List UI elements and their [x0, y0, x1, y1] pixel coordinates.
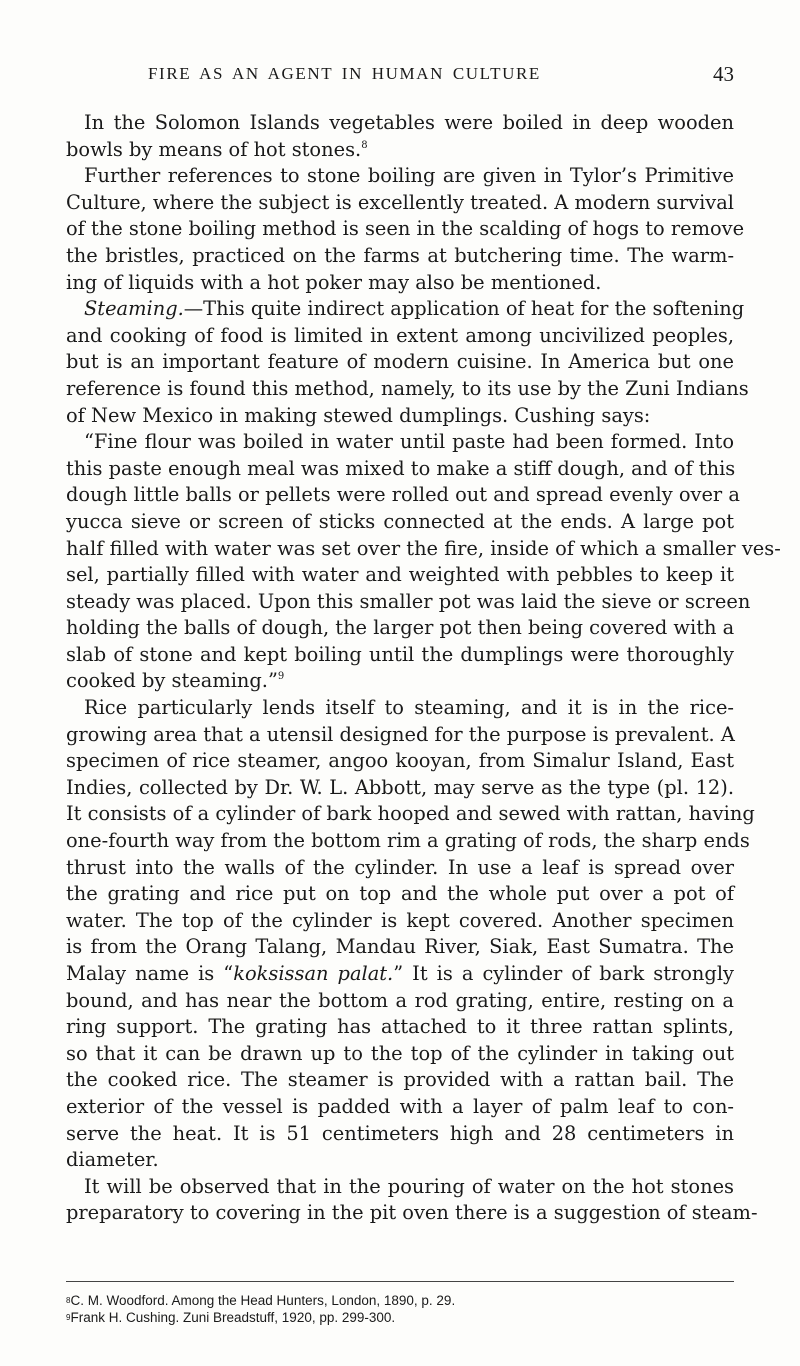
text-line: ing of liquids with a hot poker may also be mentioned.: [66, 270, 602, 294]
footnote-text: Frank H. Cushing. Zuni Breadstuff, 1920, pp. 299-300.: [70, 1310, 396, 1325]
text-span: bowls by means of hot stones.: [66, 137, 362, 161]
footnote-mark: 8: [66, 1296, 71, 1305]
text-line: half filled with water was set over the fire, inside of which a smaller ves-: [66, 536, 781, 560]
text-line: “Fine flour was boiled in water until paste had been formed. Into: [84, 430, 734, 454]
body-text: [66, 110, 781, 1227]
text-line: and cooking of food is limited in extent among uncivilized peoples,: [66, 323, 734, 347]
text-line: specimen of rice steamer, angoo kooyan, from Simalur Island, East: [66, 749, 734, 773]
text-line: steady was placed. Upon this smaller pot was laid the sieve or screen: [66, 589, 751, 613]
text-span: —This quite indirect application of heat for the softening: [183, 297, 745, 321]
book-page: [66, 0, 781, 1366]
footnote-divider: [66, 1281, 734, 1282]
text-line: of the stone boiling method is seen in the scalding of hogs to remove: [66, 217, 745, 241]
text-line: [66, 668, 734, 695]
footnotes: [66, 1292, 734, 1326]
text-span: cooked by steaming.”: [66, 669, 278, 693]
text-line: the grating and rice put on top and the whole put over a pot of: [66, 882, 734, 906]
running-head: FIRE AS AN AGENT IN HUMAN CULTURE: [148, 64, 541, 83]
footnote-mark: 9: [66, 1313, 71, 1322]
text-line: one-fourth way from the bottom rim a grating of rods, the sharp ends: [66, 829, 750, 853]
text-line: In the Solomon Islands vegetables were boiled in deep wooden: [84, 111, 734, 134]
native-term: koksissan palat.: [233, 962, 394, 985]
text-line: of New Mexico in making stewed dumplings. Cushing says:: [66, 403, 651, 427]
text-line: this paste enough meal was mixed to make a stiff dough, and of this: [66, 456, 736, 480]
text-line: but is an important feature of modern cuisine. In America but one: [66, 350, 734, 374]
text-line: It will be observed that in the pouring of water on the hot stones: [84, 1174, 734, 1198]
page-number: 43: [713, 62, 734, 86]
text-line: yucca sieve or screen of sticks connected at the ends. A large pot: [66, 509, 734, 533]
page-header: [66, 64, 734, 92]
text-line: [66, 961, 734, 988]
text-line: [66, 137, 734, 164]
text-line: so that it can be drawn up to the top of the cylinder in taking out: [66, 1041, 734, 1065]
text-line: dough little balls or pellets were rolled out and spread evenly over a: [66, 483, 740, 507]
text-span: Malay name is “: [66, 962, 234, 985]
text-line: Rice particularly lends itself to steaming, and it is in the rice-: [84, 696, 734, 720]
text-line: is from the Orang Talang, Mandau River, Siak, East Sumatra. The: [66, 935, 734, 959]
text-span: ” It is a cylinder of bark strongly: [393, 962, 734, 985]
text-line: slab of stone and kept boiling until the dumplings were thoroughly: [66, 642, 734, 666]
footnote: [66, 1292, 734, 1309]
text-line: water. The top of the cylinder is kept covered. Another specimen: [66, 908, 734, 932]
text-line: Culture, where the subject is excellently treated. A modern survival: [66, 190, 734, 214]
footnote-ref[interactable]: 8: [361, 139, 368, 151]
text-line: exterior of the vessel is padded with a layer of palm leaf to con-: [66, 1094, 734, 1118]
text-line: sel, partially filled with water and weighted with pebbles to keep it: [66, 563, 734, 587]
text-line: Indies, collected by Dr. W. L. Abbott, may serve as the type (pl. 12).: [66, 775, 734, 799]
footnote: [66, 1309, 734, 1326]
text-line: preparatory to covering in the pit oven there is a suggestion of steam-: [66, 1201, 758, 1225]
text-line: holding the balls of dough, the larger pot then being covered with a: [66, 616, 735, 640]
text-line: the bristles, practiced on the farms at butchering time. The warm-: [66, 243, 734, 267]
text-line: growing area that a utensil designed for the purpose is prevalent. A: [66, 722, 735, 746]
footnote-text: C. M. Woodford. Among the Head Hunters, London, 1890, p. 29.: [70, 1293, 456, 1308]
section-heading: Steaming.: [84, 297, 184, 321]
text-line: the cooked rice. The steamer is provided with a rattan bail. The: [66, 1068, 734, 1092]
text-line: Further references to stone boiling are given in Tylor’s Primitive: [84, 164, 734, 188]
text-line: ring support. The grating has attached to it three rattan splints,: [66, 1015, 734, 1039]
text-line: thrust into the walls of the cylinder. In use a leaf is spread over: [66, 855, 734, 879]
text-line: serve the heat. It is 51 centimeters high and 28 centimeters in: [66, 1121, 734, 1145]
text-line: reference is found this method, namely, to its use by the Zuni Indians: [66, 376, 749, 400]
footnote-ref[interactable]: 9: [277, 671, 285, 683]
text-line: bound, and has near the bottom a rod grating, entire, resting on a: [66, 988, 734, 1012]
text-line: diameter.: [66, 1148, 159, 1172]
text-line: It consists of a cylinder of bark hooped and sewed with rattan, having: [66, 802, 755, 826]
text-line: [66, 296, 745, 323]
